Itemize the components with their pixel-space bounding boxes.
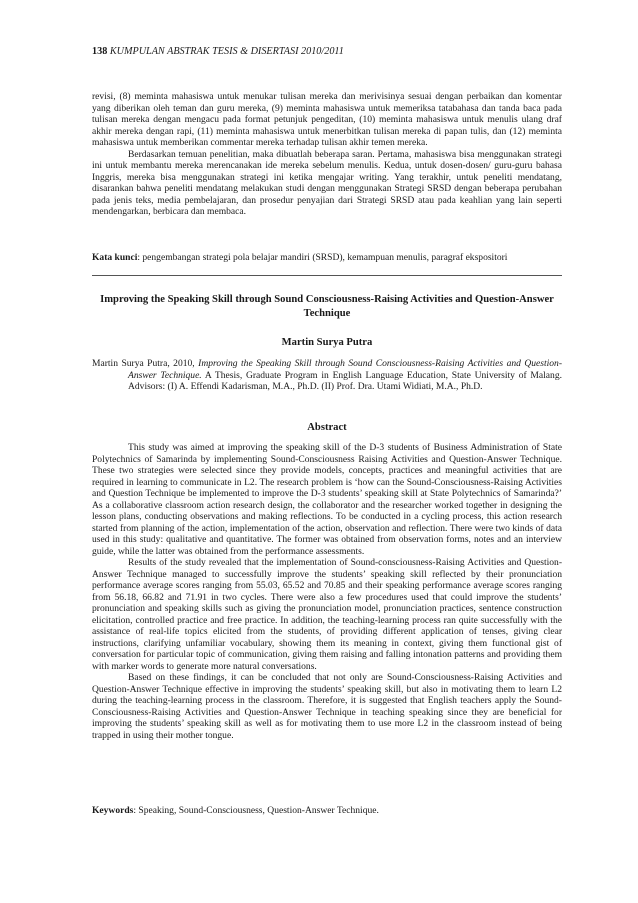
running-title: KUMPULAN ABSTRAK TESIS & DISERTASI 2010/2011	[109, 46, 344, 57]
kata-kunci-text: : pengembangan strategi pola belajar mandiri (SRSD), kemampuan menulis, paragraf ekspositori	[137, 252, 508, 263]
article-author: Martin Surya Putra	[281, 337, 373, 348]
abstract-paragraph-1: This study was aimed at improving the speaking skill of the D-3 students of Business Administration of State Polytechnics of Samarinda by implementing Sound-Consciousness Raising Activities and Question-Answer Technique. These two strategies were selected since they provide models, concepts, practices and meaningful activities that are required in learning to communicate in L2. The research problem is ‘how can the Sound-Consciousness-Raising Activities and Question Technique be implemented to improve the D-3 students’ speaking skill at State Polytechnics of Samarinda?’ As a collaborative classroom action research design, the collaborator and the researcher worked together in designing the lesson plans, conducting observations and making reflections. To be conducted in a cycling process, this action research started from planning of the action, implementation of the action, observation and reflection. There were two kinds of data used in this study: qualitative and quantitative. The former was obtained from observation forms, notes and an interview guide, while the latter was obtained from the performance assessments.	[92, 442, 562, 557]
citation	[92, 358, 562, 393]
abstract-paragraph-3: Based on these findings, it can be concluded that not only are Sound-Consciousness-Raising Activities and Question-Answer Technique effective in improving the students’ speaking skill, but also in motivating them to learn L2 during the teaching-learning process in the classroom. Therefore, it is suggested that English teachers apply the Sound-Consciousness-Raising Activities and Question-Answer Technique in teaching speaking since they are beneficial for improving the students’ speaking skill as well as for motivating them to use more L2 in the classroom instead of being trapped in using their mother tongue.	[92, 672, 562, 741]
citation-title: Improving the Speaking Skill through Sound Consciousness-Raising Activities and Question-Answer Technique.	[128, 358, 562, 381]
article-title: Improving the Speaking Skill through Sound Consciousness-Raising Activities and Question-Answer Technique	[100, 294, 554, 319]
abstract-heading: Abstract	[307, 422, 347, 433]
citation-prefix: Martin Surya Putra, 2010,	[92, 358, 199, 369]
previous-paragraph-2: Berdasarkan temuan penelitian, maka dibuatlah beberapa saran. Pertama, mahasiswa bisa menggunakan strategi ini untuk membantu mereka merencanakan ide mereka sebelum menulis. Kedua, untuk dosen-dosen/ guru-guru bahasa Inggris, mereka bisa menggunakan strategi ini ketika mengajar writing. Yang terakhir, untuk peneliti mendatang, disarankan bahwa peneliti mendatang melakukan studi dengan menggunakan Strategi SRSD dengan beberapa perubahan pada jenis teks, media pembelajaran, dan prosedur penyajian dari Strategi SRSD atau pada keahlian yang lain seperti mendengarkan, berbicara dan membaca.	[92, 148, 562, 217]
kata-kunci-label: Kata kunci	[92, 252, 138, 263]
previous-paragraph-1: revisi, (8) meminta mahasiswa untuk menukar tulisan mereka dan merivisinya sesuai dengan perbaikan dan komentar yang diberikan oleh teman dan guru mereka, (9) meminta mahasiswa untuk memeriksa tatabahasa dan tanda baca pada tulisan mereka dengan mengacu pada format petunjuk pengeditan, (10) meminta mahasiswa untuk menulis ulang draf akhir mereka dengan rapi, (11) meminta mahasiswa untuk menerbitkan tulisan mereka di papan tulis, dan (12) meminta mahasiswa untuk memberikan commentar mereka terhadap tulisan akhir temen mereka.	[92, 91, 562, 148]
abstract-body	[92, 442, 562, 741]
keywords-text: : Speaking, Sound-Consciousness, Question-Answer Technique.	[133, 805, 379, 816]
kata-kunci-line	[92, 252, 562, 263]
section-divider	[92, 275, 562, 276]
keywords-line	[92, 805, 562, 816]
citation-details: A Thesis, Graduate Program in English Language Education, State University of Malang. Advisors: (I) A. Effendi Kadarisman, M.A., Ph.D. (II) Prof. Dra. Utami Widiati, M.A., Ph.D.	[128, 369, 562, 393]
previous-abstract-continuation	[92, 91, 562, 218]
keywords-label: Keywords	[92, 805, 134, 816]
page-number: 138	[92, 46, 108, 57]
running-header	[92, 46, 562, 57]
abstract-paragraph-2: Results of the study revealed that the implementation of Sound-consciousness-Raising Activities and Question-Answer Technique managed to successfully improve the students’ speaking skill reflected by their pronunciation performance average scores ranging from 55.03, 65.52 and 70.85 and their speaking performance average scores ranging from 56.18, 66.82 and 71.91 in two cycles. There were also a few procedures used that could improve the students’ pronunciation and speaking skills such as giving the pronunciation model, pronunciation practices, sentence construction elicitation, controlled practice and free practice. In addition, the teaching-learning process ran quite successfully with the assistance of real-life topics elicited from the students, of providing different application of tenses, giving clear instructions, clarifying unfamiliar vocabulary, showing them its meaning in context, giving them functional gist of conversation for particular topic of communication, giving them raising and falling intonation patterns and providing them with marker words to generate more natural conversations.	[92, 557, 562, 672]
